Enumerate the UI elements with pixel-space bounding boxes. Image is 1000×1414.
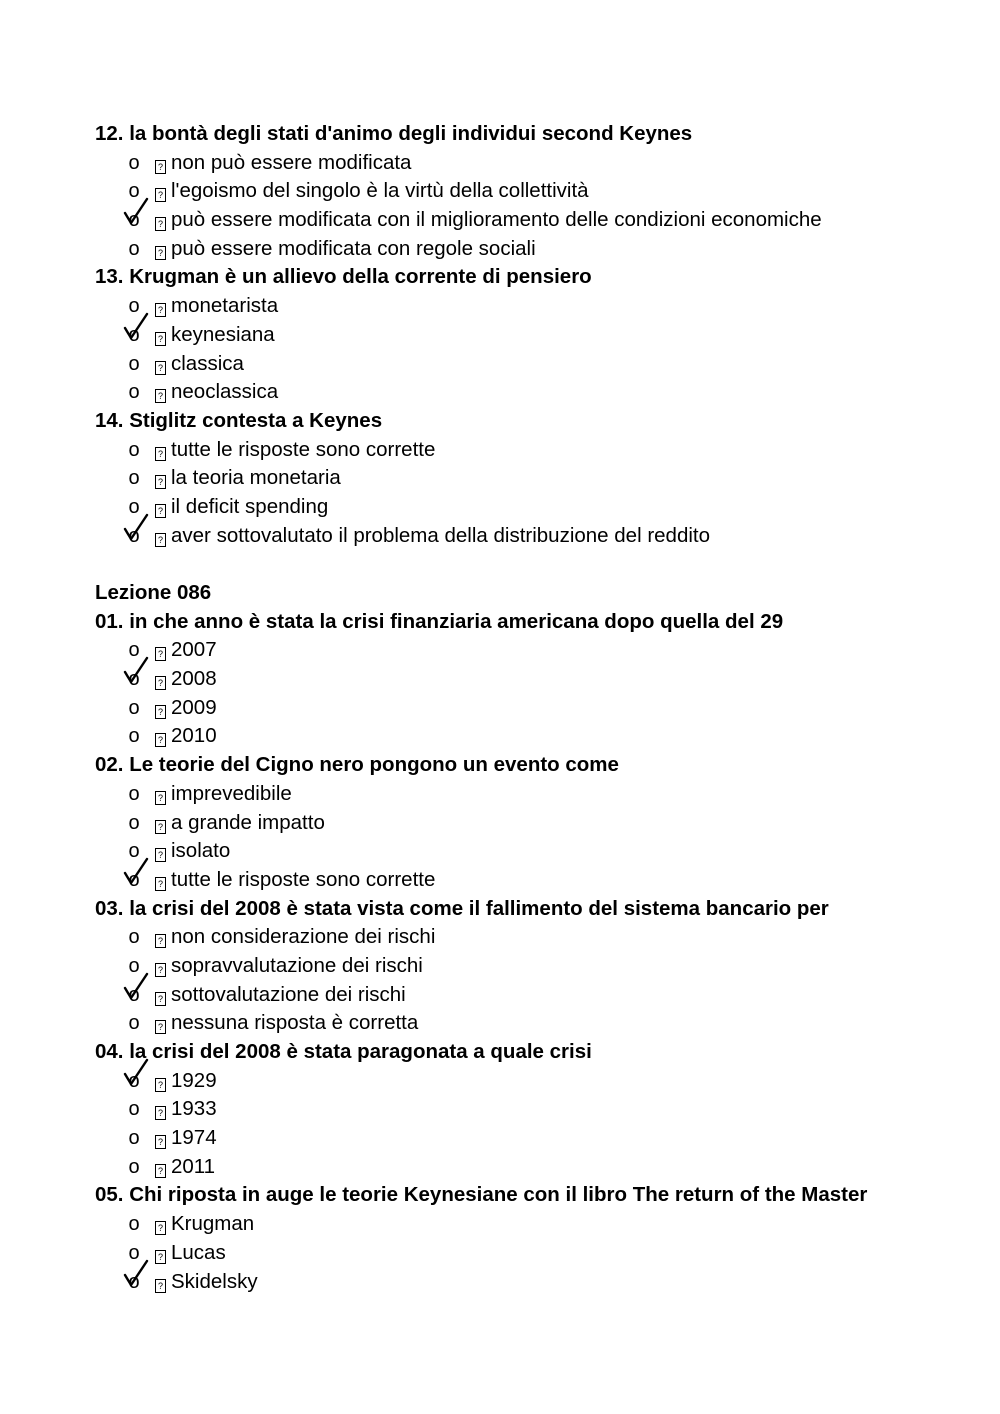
question-title: 03. la crisi del 2008 è stata vista come il fallimento del sistema bancario per (95, 896, 829, 920)
missing-glyph-icon: ? (155, 791, 166, 805)
answer-option[interactable] (95, 1239, 1000, 1268)
missing-glyph-icon: ? (155, 475, 166, 489)
option-text: 2009 (171, 695, 217, 719)
checkmark-icon (123, 512, 149, 542)
missing-glyph-icon: ? (155, 934, 166, 948)
option-text: può essere modificata con regole sociali (171, 236, 536, 260)
bullet-circle-icon: o (128, 209, 140, 232)
option-text: 1933 (171, 1097, 217, 1121)
option-text: neoclassica (171, 380, 279, 404)
bullet-circle-icon: o (128, 1241, 140, 1264)
answer-option[interactable] (95, 350, 1000, 379)
option-text: non considerazione dei rischi (171, 925, 436, 949)
answer-option[interactable] (95, 378, 1000, 407)
answer-option[interactable] (95, 1095, 1000, 1124)
answer-option[interactable] (95, 321, 1000, 350)
answer-option[interactable] (95, 149, 1000, 178)
missing-glyph-icon: ? (155, 820, 166, 834)
bullet-circle-icon: o (128, 352, 140, 375)
spacer (95, 550, 1000, 579)
option-text: non può essere modificata (171, 150, 412, 174)
missing-glyph-icon: ? (155, 963, 166, 977)
missing-glyph-icon: ? (155, 848, 166, 862)
question-title: 14. Stiglitz contesta a Keynes (95, 408, 383, 432)
answer-option[interactable] (95, 952, 1000, 981)
missing-glyph-icon: ? (155, 160, 166, 174)
answer-option[interactable] (95, 923, 1000, 952)
missing-glyph-icon: ? (155, 1164, 166, 1178)
option-text: sopravvalutazione dei rischi (171, 953, 423, 977)
option-text: tutte le risposte sono corrette (171, 437, 436, 461)
checkmark-icon (123, 196, 149, 226)
answer-option[interactable] (95, 464, 1000, 493)
quiz-content (95, 120, 1000, 1296)
option-text: isolato (171, 839, 231, 863)
question-title: 05. Chi riposta in auge le teorie Keynesiane con il libro The return of the Master (95, 1183, 868, 1207)
option-text: nessuna risposta è corretta (171, 1011, 419, 1035)
option-text: può essere modificata con il miglioramento delle condizioni economiche (171, 208, 822, 232)
option-text: imprevedibile (171, 781, 292, 805)
option-text: a grande impatto (171, 810, 325, 834)
bullet-circle-icon: o (128, 725, 140, 748)
option-text: keynesiana (171, 322, 275, 346)
missing-glyph-icon: ? (155, 1078, 166, 1092)
option-text: aver sottovalutato il problema della distribuzione del reddito (171, 523, 711, 547)
missing-glyph-icon: ? (155, 533, 166, 547)
missing-glyph-icon: ? (155, 361, 166, 375)
checkmark-icon (123, 655, 149, 685)
answer-option[interactable] (95, 1009, 1000, 1038)
answer-option[interactable] (95, 1124, 1000, 1153)
bullet-circle-icon: o (128, 323, 140, 346)
answer-option[interactable] (95, 235, 1000, 264)
bullet-circle-icon: o (128, 381, 140, 404)
missing-glyph-icon: ? (155, 705, 166, 719)
bullet-circle-icon: o (128, 1270, 140, 1293)
answer-option[interactable] (95, 837, 1000, 866)
option-text: 2011 (171, 1154, 216, 1178)
answer-option[interactable] (95, 206, 1000, 235)
checkmark-icon (123, 1258, 149, 1288)
bullet-circle-icon: o (128, 524, 140, 547)
checkmark-icon (123, 311, 149, 341)
option-text: la teoria monetaria (171, 466, 341, 490)
bullet-circle-icon: o (128, 868, 140, 891)
missing-glyph-icon: ? (155, 992, 166, 1006)
missing-glyph-icon: ? (155, 1221, 166, 1235)
missing-glyph-icon: ? (155, 188, 166, 202)
missing-glyph-icon: ? (155, 1279, 166, 1293)
bullet-circle-icon: o (128, 811, 140, 834)
option-text: l'egoismo del singolo è la virtù della collettività (171, 179, 589, 203)
missing-glyph-icon: ? (155, 1135, 166, 1149)
answer-option[interactable] (95, 493, 1000, 522)
option-text: Krugman (171, 1212, 255, 1236)
answer-option[interactable] (95, 780, 1000, 809)
bullet-circle-icon: o (128, 237, 140, 260)
bullet-circle-icon: o (128, 1069, 140, 1092)
bullet-circle-icon: o (128, 1098, 140, 1121)
answer-option[interactable] (95, 177, 1000, 206)
bullet-circle-icon: o (128, 438, 140, 461)
option-text: 2010 (171, 724, 217, 748)
question-title: 01. in che anno è stata la crisi finanziaria americana dopo quella del 29 (95, 609, 784, 633)
bullet-circle-icon: o (128, 782, 140, 805)
option-text: il deficit spending (171, 494, 329, 518)
option-text: monetarista (171, 294, 279, 318)
option-text: classica (171, 351, 244, 375)
checkmark-icon (123, 856, 149, 886)
bullet-circle-icon: o (128, 467, 140, 490)
answer-option[interactable] (95, 436, 1000, 465)
missing-glyph-icon: ? (155, 877, 166, 891)
bullet-circle-icon: o (128, 151, 140, 174)
option-text: Lucas (171, 1240, 226, 1264)
option-text: Skidelsky (171, 1269, 258, 1293)
missing-glyph-icon: ? (155, 1250, 166, 1264)
answer-option[interactable] (95, 694, 1000, 723)
answer-option[interactable] (95, 722, 1000, 751)
option-text: tutte le risposte sono corrette (171, 867, 436, 891)
option-text: 1929 (171, 1068, 217, 1092)
answer-option[interactable] (95, 809, 1000, 838)
bullet-circle-icon: o (128, 1213, 140, 1236)
bullet-circle-icon: o (128, 1155, 140, 1178)
answer-option[interactable] (95, 665, 1000, 694)
bullet-circle-icon: o (128, 954, 140, 977)
bullet-circle-icon: o (128, 180, 140, 203)
missing-glyph-icon: ? (155, 647, 166, 661)
missing-glyph-icon: ? (155, 733, 166, 747)
missing-glyph-icon: ? (155, 676, 166, 690)
missing-glyph-icon: ? (155, 303, 166, 317)
bullet-circle-icon: o (128, 639, 140, 662)
question-title: 12. la bontà degli stati d'animo degli individui second Keynes (95, 122, 693, 145)
bullet-circle-icon: o (128, 668, 140, 691)
answer-option[interactable] (95, 292, 1000, 321)
question-title: 13. Krugman è un allievo della corrente di pensiero (95, 265, 592, 289)
missing-glyph-icon: ? (155, 389, 166, 403)
option-text: 1974 (171, 1126, 217, 1150)
section-heading: Lezione 086 (95, 581, 212, 604)
bullet-circle-icon: o (128, 983, 140, 1006)
missing-glyph-icon: ? (155, 1106, 166, 1120)
answer-option[interactable] (95, 981, 1000, 1010)
bullet-circle-icon: o (128, 1127, 140, 1150)
bullet-circle-icon: o (128, 926, 140, 949)
missing-glyph-icon: ? (155, 447, 166, 461)
answer-option[interactable] (95, 1153, 1000, 1182)
answer-option[interactable] (95, 866, 1000, 895)
option-text: sottovalutazione dei rischi (171, 982, 406, 1006)
bullet-circle-icon: o (128, 696, 140, 719)
answer-option[interactable] (95, 1268, 1000, 1297)
question-title: 02. Le teorie del Cigno nero pongono un evento come (95, 753, 619, 777)
missing-glyph-icon: ? (155, 217, 166, 231)
question-title: 04. la crisi del 2008 è stata paragonata a quale crisi (95, 1040, 592, 1063)
missing-glyph-icon: ? (155, 1020, 166, 1034)
missing-glyph-icon: ? (155, 504, 166, 518)
answer-option[interactable] (95, 1067, 1000, 1096)
answer-option[interactable] (95, 522, 1000, 551)
missing-glyph-icon: ? (155, 332, 166, 346)
bullet-circle-icon: o (128, 295, 140, 318)
option-text: 2007 (171, 638, 217, 662)
checkmark-icon (123, 1057, 149, 1087)
missing-glyph-icon: ? (155, 246, 166, 260)
option-text: 2008 (171, 667, 217, 691)
answer-option[interactable] (95, 636, 1000, 665)
answer-option[interactable] (95, 1210, 1000, 1239)
bullet-circle-icon: o (128, 495, 140, 518)
checkmark-icon (123, 971, 149, 1001)
bullet-circle-icon: o (128, 840, 140, 863)
bullet-circle-icon: o (128, 1012, 140, 1035)
